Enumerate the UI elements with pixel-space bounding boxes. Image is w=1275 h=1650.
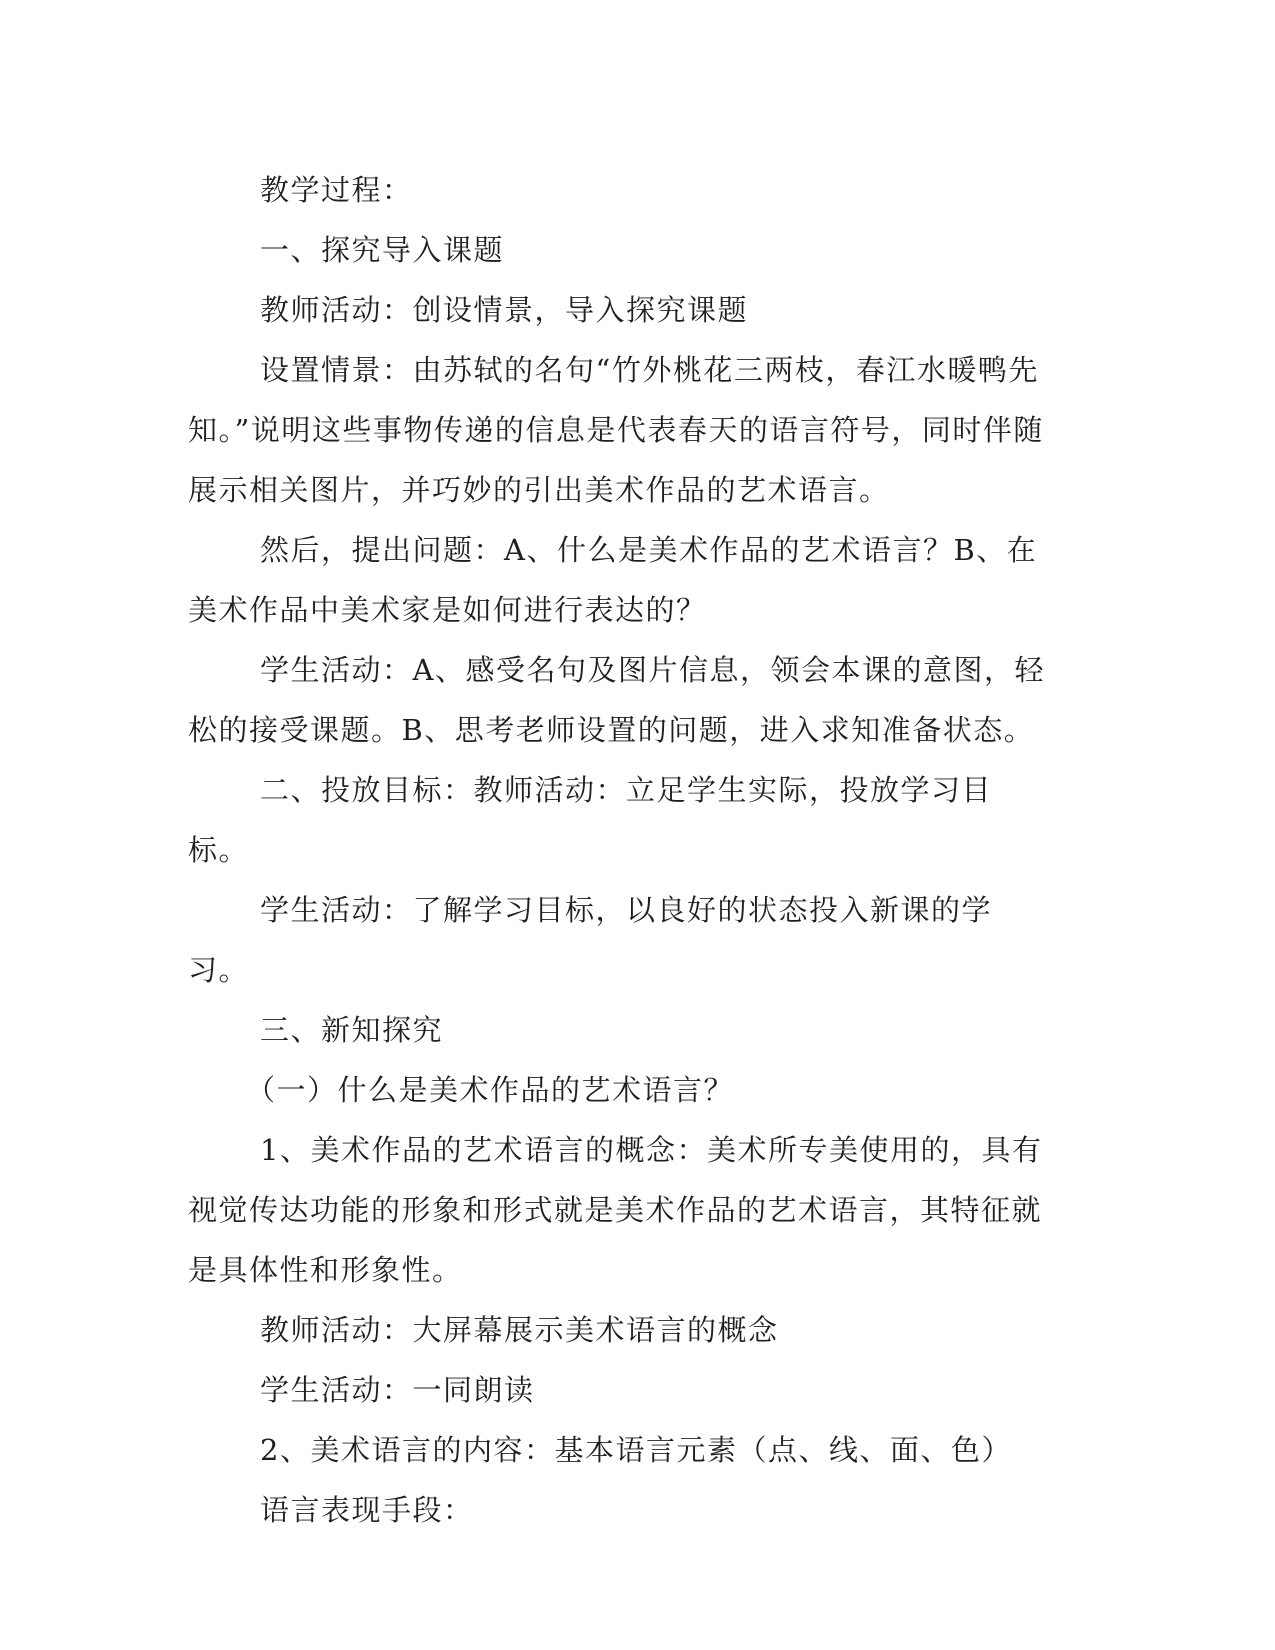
subsection-heading: （一）什么是美术作品的艺术语言？ xyxy=(246,1073,735,1107)
section-heading: 二、投放目标：教师活动：立足学生实际，投放学习目标。 xyxy=(188,773,993,867)
paragraph: 教学过程： xyxy=(260,173,413,207)
paragraph: 然后，提出问题：A、什么是美术作品的艺术语言？B、在美术作品中美术家是如何进行表达的？ xyxy=(188,533,1038,627)
paragraph: 教师活动：创设情景，导入探究课题 xyxy=(260,293,749,327)
section-heading: 三、新知探究 xyxy=(260,1013,444,1047)
paragraph: 学生活动：A、感受名句及图片信息，领会本课的意图，轻松的接受课题。B、思考老师设置的问题，进入求知准备状态。 xyxy=(188,653,1045,747)
document-body xyxy=(188,160,1050,1540)
paragraph: 学生活动：一同朗读 xyxy=(260,1373,535,1407)
paragraph: 设置情景：由苏轼的名句“竹外桃花三两枝，春江水暖鸭先知。”说明这些事物传递的信息是代表春天的语言符号，同时伴随展示相关图片，并巧妙的引出美术作品的艺术语言。 xyxy=(188,353,1044,507)
paragraph: 2、美术语言的内容：基本语言元素（点、线、面、色） xyxy=(260,1433,1012,1467)
section-heading: 一、探究导入课题 xyxy=(260,233,505,267)
paragraph: 学生活动：了解学习目标，以良好的状态投入新课的学习。 xyxy=(188,893,993,987)
paragraph: 1、美术作品的艺术语言的概念：美术所专美使用的，具有视觉传达功能的形象和形式就是美术作品的艺术语言，其特征就是具体性和形象性。 xyxy=(188,1133,1043,1287)
paragraph: 教师活动：大屏幕展示美术语言的概念 xyxy=(260,1313,779,1347)
paragraph: 语言表现手段： xyxy=(260,1493,474,1527)
